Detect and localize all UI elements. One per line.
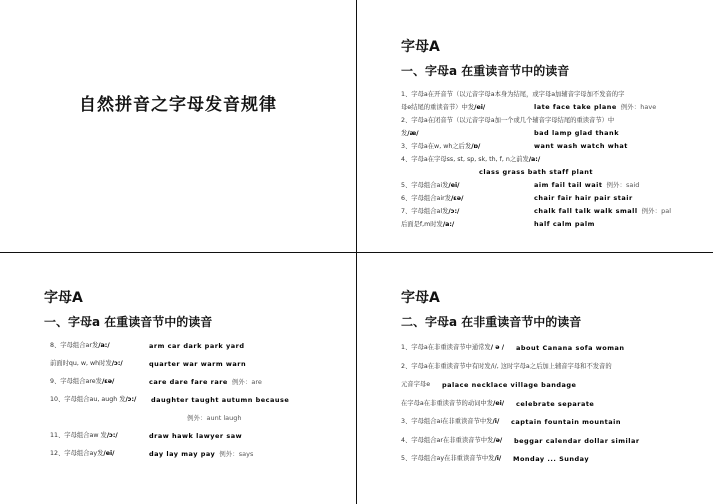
rule-text: 11、字母组合aw 发 (50, 432, 107, 439)
phonetic-symbol: /ɔ:/ (448, 208, 460, 215)
rule-list (401, 339, 705, 469)
exception-note: 例外：are (231, 378, 262, 386)
rule-text: 7、字母组合al发 (401, 208, 449, 215)
rule-list (50, 337, 348, 463)
rule-text: 9、字母组合are发 (50, 378, 102, 385)
slide-unstressed-a (357, 253, 713, 504)
example-words: chalk fall talk walk small 例外：pal (534, 207, 672, 215)
rule-line (401, 339, 705, 358)
rule-line (401, 376, 705, 395)
example-words: daughter taught autumn because (151, 396, 290, 404)
rule-text: 4、字母组合ar在非重读音节中发 (401, 436, 494, 444)
slide-title: 字母A (401, 290, 440, 306)
rule-line (401, 192, 705, 205)
exception-note: 例外：aunt laugh (187, 414, 242, 422)
rule-line (50, 427, 348, 445)
phonetic-symbol: /a:/ (528, 156, 541, 163)
example-words: class grass bath staff plant (479, 168, 594, 176)
rule-line (401, 218, 705, 231)
example-words: arm car dark park yard (149, 342, 245, 350)
phonetic-symbol: /ɔ:/ (111, 360, 123, 367)
example-words: draw hawk lawyer saw (149, 432, 243, 440)
phonetic-symbol: /ɛə/ (451, 195, 464, 202)
rule-line (50, 391, 348, 409)
phonetic-symbol: /ei/ (103, 450, 115, 457)
rule-line (401, 153, 705, 166)
rule-line (50, 373, 348, 391)
rule-text: 12、字母组合ay发 (50, 450, 104, 457)
rule-text: 1、字母a在非重读音节中通常发 (401, 344, 491, 351)
rule-line (50, 355, 348, 373)
example-words: celebrate separate (516, 399, 595, 408)
example-words: care dare fare rare 例外：are (149, 378, 262, 386)
rule-line (50, 445, 348, 463)
slide-stressed-a-part1 (357, 0, 713, 252)
phonetic-symbol: /ə/ (493, 436, 503, 444)
phonetic-symbol: /ɒ/ (471, 143, 481, 150)
rule-line (401, 358, 705, 377)
rule-text: 10、字母组合au, augh 发 (50, 396, 126, 403)
phonetic-symbol: /ei/ (448, 182, 460, 189)
rule-line (401, 205, 705, 218)
phonetic-symbol: /a:/ (98, 342, 110, 349)
example-words: Monday ... Sunday (513, 455, 590, 463)
example-words: aim fail tail wait 例外：said (534, 181, 640, 189)
slide-stressed-a-part2 (0, 253, 356, 504)
rule-line (401, 166, 705, 179)
rule-text: 母e结尾的重读音节）中发 (401, 104, 475, 111)
rule-text: 在字母a在非重读音节的动词中发 (401, 399, 494, 407)
rule-line (401, 127, 705, 140)
phonetic-symbol: /a:/ (442, 221, 455, 228)
rule-text: 1、字母a在开音节（以元音字母a本身为结尾，或字母a加辅音字母加不发音的字 (401, 91, 625, 98)
rule-text: 5、字母组合ai发 (401, 182, 449, 189)
example-words: bad lamp glad thank (534, 129, 620, 137)
rule-line (401, 395, 705, 414)
phonetic-symbol: /ei/ (493, 399, 505, 407)
rule-line (50, 409, 348, 427)
example-words: about Canana sofa woman (516, 344, 625, 352)
example-words: day lay may pay 例外：says (149, 450, 254, 458)
example-words (183, 409, 242, 427)
cover-slide (0, 0, 356, 252)
rule-line (401, 114, 705, 127)
example-words: chair fair hair pair stair (534, 194, 633, 202)
rule-text: 6、字母组合air发 (401, 195, 451, 202)
phonetic-symbol: /i/ (492, 418, 500, 425)
phonetic-symbol: /i/ (494, 455, 502, 462)
rule-line (401, 432, 705, 451)
rule-text: 3、字母a在w, wh之后发 (401, 143, 472, 150)
rule-text: 2、字母a在非重读音节中有时发/i/, 这时字母a之后加上辅音字母和不发音的 (401, 362, 612, 370)
rule-text: 8、字母组合ar发 (50, 342, 99, 349)
rule-text: 5、字母组合ay在非重读音节中发 (401, 455, 495, 462)
rule-text: 发 (401, 130, 408, 137)
rule-line (401, 179, 705, 192)
exception-note: 例外：said (606, 181, 640, 189)
exception-note: 例外：pal (641, 207, 672, 215)
exception-note: 例外：says (219, 450, 254, 458)
rule-text: 前面时qu, w, wh时发 (50, 360, 112, 367)
phonetic-symbol: /ɛə/ (101, 378, 115, 385)
example-words: want wash watch what (534, 142, 628, 150)
rule-line (401, 140, 705, 153)
rule-text: 后面是f,m时发 (401, 221, 443, 228)
rule-line (401, 413, 705, 432)
example-words: quarter war warm warn (149, 360, 247, 368)
rule-line (401, 88, 705, 101)
rule-line (401, 450, 705, 469)
rule-text: 元音字母e (401, 381, 431, 388)
example-words: half calm palm (534, 220, 595, 228)
slide-title: 字母A (401, 39, 440, 55)
example-words: beggar calendar dollar similar (514, 436, 640, 445)
rule-list (401, 88, 705, 231)
cover-title: 自然拼音之字母发音规律 (79, 95, 277, 115)
slide-subtitle: 一、字母a 在重读音节中的读音 (401, 64, 570, 78)
phonetic-symbol: /ɔ:/ (106, 432, 118, 439)
slide-subtitle: 二、字母a 在非重读音节中的读音 (401, 315, 582, 329)
rule-line (50, 337, 348, 355)
exception-note: 例外：have (620, 103, 657, 111)
rule-text: 2、字母a在闭音节（以元音字母a加一个或几个辅音字母结尾的重读音节）中 (401, 117, 615, 124)
phonetic-symbol: /ɔ:/ (125, 396, 137, 403)
rule-text: 3、字母组合ai在非重读音节中发 (401, 418, 493, 425)
phonetic-symbol: /ei/ (474, 104, 486, 111)
phonetic-symbol: /æ/ (407, 130, 419, 137)
slide-subtitle: 一、字母a 在重读音节中的读音 (44, 315, 213, 329)
rule-text: 4、字母a在字母ss, st, sp, sk, th, f, n之前发 (401, 156, 529, 163)
rule-line (401, 101, 705, 114)
phonetic-symbol: / ə / (490, 344, 504, 351)
example-words: palace necklace village bandage (442, 381, 577, 389)
example-words: captain fountain mountain (511, 418, 622, 426)
slide-title: 字母A (44, 290, 83, 306)
example-words: late face take plane 例外：have (534, 103, 657, 111)
